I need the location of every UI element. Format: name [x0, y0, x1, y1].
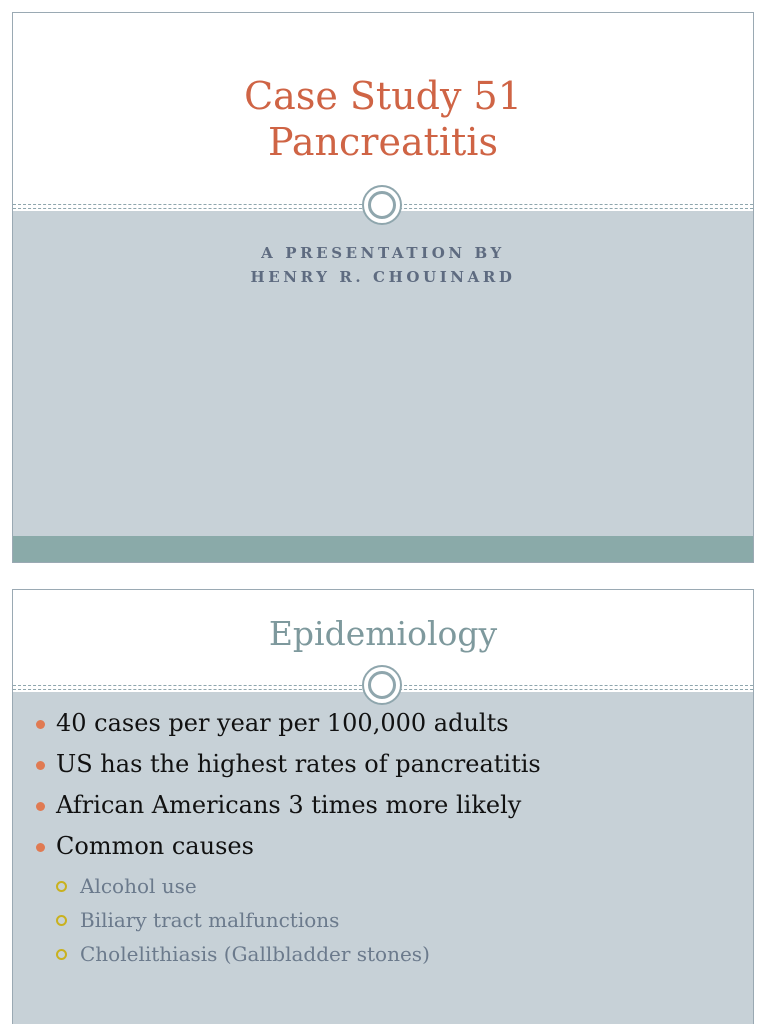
list-item [13, 749, 754, 790]
bullet-list [13, 708, 754, 872]
sub-bullet-list [13, 873, 754, 975]
subtitle-line-2: HENRY R. CHOUINARD [250, 268, 516, 286]
slide-title [13, 73, 753, 165]
slide-title-line-1: Case Study 51 [244, 74, 522, 118]
sub-bullet-text: Alcohol use [80, 874, 197, 898]
list-item [13, 873, 754, 907]
divider-ring-icon [362, 665, 402, 705]
slide-subtitle [13, 241, 753, 289]
list-item [13, 831, 754, 872]
bullet-dot-icon [36, 843, 45, 852]
title-slide [12, 12, 754, 563]
sub-bullet-text: Biliary tract malfunctions [80, 908, 340, 932]
content-slide [12, 589, 754, 1024]
bullet-dot-icon [36, 720, 45, 729]
sub-bullet-ring-icon [56, 949, 67, 960]
slide-title: Epidemiology [268, 614, 498, 653]
bullet-dot-icon [36, 761, 45, 770]
bullet-dot-icon [36, 802, 45, 811]
sub-bullet-text: Cholelithiasis (Gallbladder stones) [80, 942, 430, 966]
bullet-text: US has the highest rates of pancreatitis [56, 750, 541, 778]
sub-bullet-ring-icon [56, 915, 67, 926]
bullet-text: 40 cases per year per 100,000 adults [56, 709, 509, 737]
slide-footer-band [13, 536, 753, 562]
slide-title-line-2: Pancreatitis [268, 120, 498, 164]
sub-bullet-ring-icon [56, 881, 67, 892]
bullet-text: African Americans 3 times more likely [56, 791, 522, 819]
list-item [13, 941, 754, 975]
list-item [13, 907, 754, 941]
subtitle-line-1: A PRESENTATION BY [261, 244, 505, 262]
list-item [13, 790, 754, 831]
divider-ring-icon [362, 185, 402, 225]
list-item [13, 708, 754, 749]
bullet-text: Common causes [56, 832, 254, 860]
